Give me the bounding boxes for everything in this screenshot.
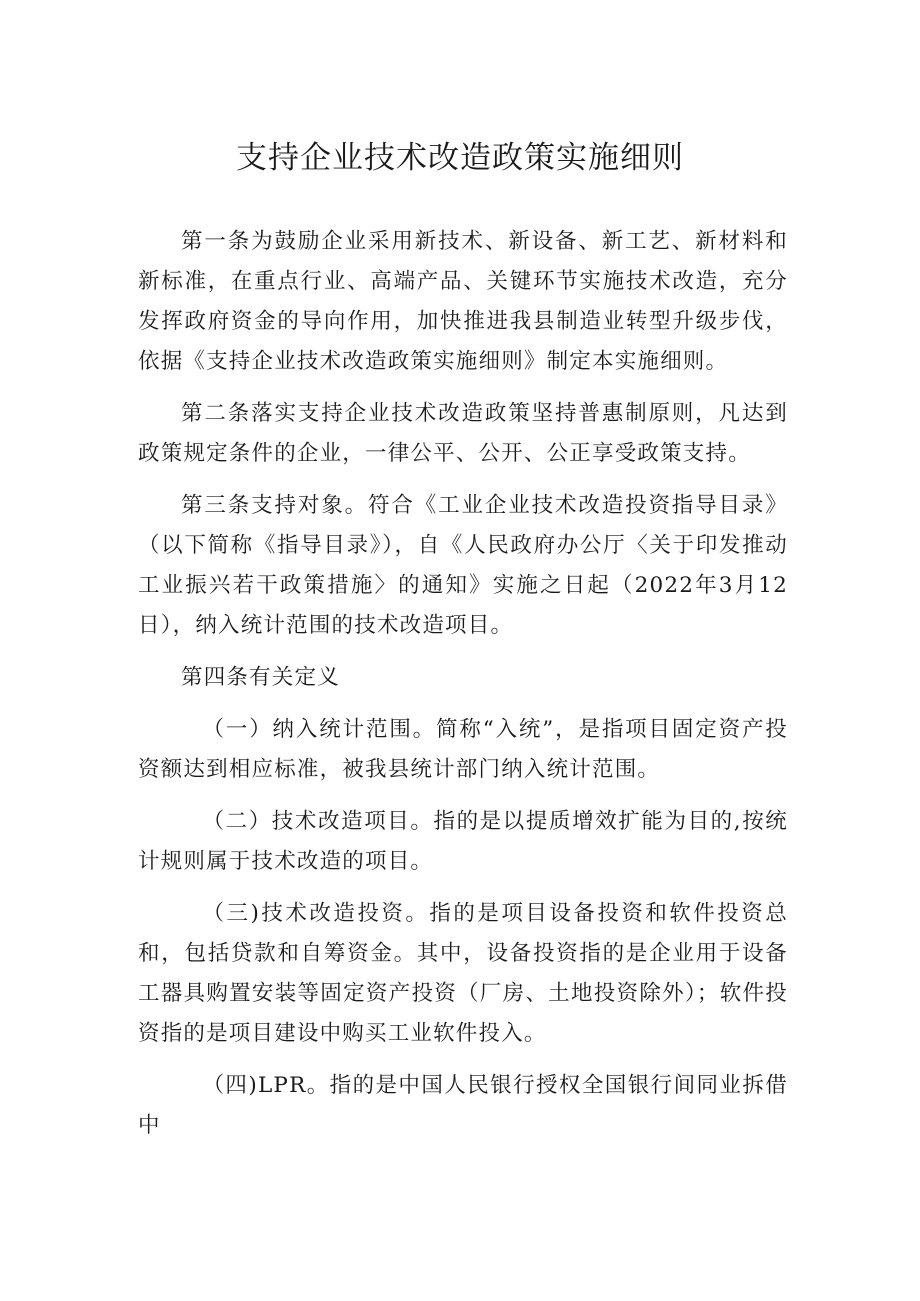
definition-1-paragraph: （一）纳入统计范围。简称“入统”，是指项目固定资产投资额达到相应标准，被我县统计部门纳入统计范围。 xyxy=(138,717,788,782)
article-1-paragraph: 第一条为鼓励企业采用新技术、新设备、新工艺、新材料和新标准，在重点行业、高端产品、关键环节实施技术改造，充分发挥政府资金的导向作用，加快推进我县制造业转型升级步伐，依据《支持企业技术改造政策实施细则》制定本实施细则。 xyxy=(138,229,788,374)
definition-3-paragraph: （三)技术改造投资。指的是项目设备投资和软件投资总和，包括贷款和自筹资金。其中，设备投资指的是企业用于设备工器具购置安装等固定资产投资（厂房、土地投资除外）；软件投资指的是项目建设中购买工业软件投入。 xyxy=(138,901,788,1046)
article-3-paragraph: 第三条支持对象。符合《工业企业技术改造投资指导目录》（以下简称《指导目录》），自《人民政府办公厅〈关于印发推动工业振兴若干政策措施〉的通知》实施之日起（2022年3月12日），纳入统计范围的技术改造项目。 xyxy=(138,493,788,638)
definition-4-paragraph: （四)LPR。指的是中国人民银行授权全国银行间同业拆借中 xyxy=(138,1073,788,1138)
document-title: 支持企业技术改造政策实施细则 xyxy=(236,140,684,176)
article-2-paragraph: 第二条落实支持企业技术改造政策坚持普惠制原则，凡达到政策规定条件的企业，一律公平、公开、公正享受政策支持。 xyxy=(138,401,788,466)
article-4-heading: 第四条有关定义 xyxy=(181,665,340,690)
definition-2-paragraph: （二）技术改造项目。指的是以提质增效扩能为目的,按统计规则属于技术改造的项目。 xyxy=(138,809,788,874)
document-body xyxy=(138,222,788,1158)
